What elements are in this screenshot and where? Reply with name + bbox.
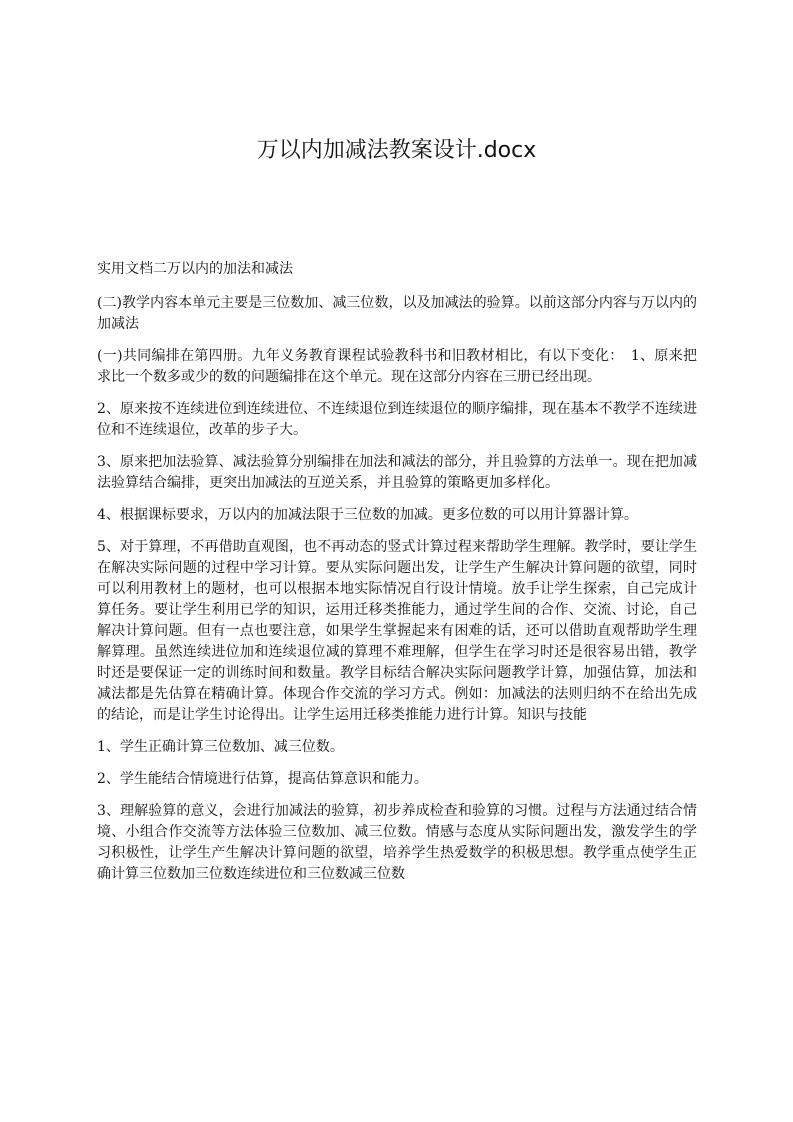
document-body [97,259,697,896]
paragraph: (一)共同编排在第四册。九年义务教育课程试验教科书和旧教材相比，有以下变化： 1、原来把求比一个数多或少的数的问题编排在这个单元。现在这部分内容在三册已经出现。 [97,348,697,385]
document-title: 万以内加减法教案设计.docx [256,138,537,163]
paragraph: 4、根据课标要求，万以内的加减法限于三位数的加减。更多位数的可以用计算器计算。 [97,507,638,523]
paragraph: 1、学生正确计算三位数加、减三位数。 [97,739,344,755]
paragraph: 2、原来按不连续进位到连续进位、不连续退位到连续退位的顺序编排，现在基本不教学不连续进位和不连续退位，改革的步子大。 [97,401,697,438]
paragraph-heading: 实用文档二万以内的加法和减法 [97,261,293,277]
paragraph: 3、理解验算的意义，会进行加减法的验算，初步养成检查和验算的习惯。过程与方法通过结合情境、小组合作交流等方法体验三位数加、减三位数。情感与态度从实际问题出发，激发学生的学习积极性，让学生产生解决计算问题的欲望，培养学生热爱数学的积极思想。教学重点使学生正确计算三位数加三位数连续进位和三位数减三位数 [97,803,697,882]
paragraph: (二)教学内容本单元主要是三位数加、减三位数，以及加减法的验算。以前这部分内容与万以内的加减法 [97,295,697,332]
paragraph: 2、学生能结合情境进行估算，提高估算意识和能力。 [97,771,428,787]
paragraph: 5、对于算理，不再借助直观图，也不再动态的竖式计算过程来帮助学生理解。教学时，要让学生在解决实际问题的过程中学习计算。要从实际问题出发，让学生产生解决计算问题的欲望，同时可以利用教材上的题材，也可以根据本地实际情况自行设计情境。放手让学生探索，自己完成计算任务。要让学生利用已学的知识，运用迁移类推能力，通过学生间的合作、交流、讨论，自己解决计算问题。但有一点也要注意，如果学生掌握起来有困难的话，还可以借助直观帮助学生理解算理。虽然连续进位加和连续退位减的算理不难理解，但学生在学习时还是很容易出错，教学时还是要保证一定的训练时间和数量。教学目标结合解决实际问题教学计算，加强估算，加法和减法都是先估算在精确计算。体现合作交流的学习方式。例如：加减法的法则归纳不在给出先成的结论，而是让学生讨论得出。让学生运用迁移类推能力进行计算。知识与技能 [97,539,697,723]
paragraph: 3、原来把加法验算、减法验算分别编排在加法和减法的部分，并且验算的方法单一。现在把加减法验算结合编排，更突出加减法的互逆关系，并且验算的策略更加多样化。 [97,454,697,491]
